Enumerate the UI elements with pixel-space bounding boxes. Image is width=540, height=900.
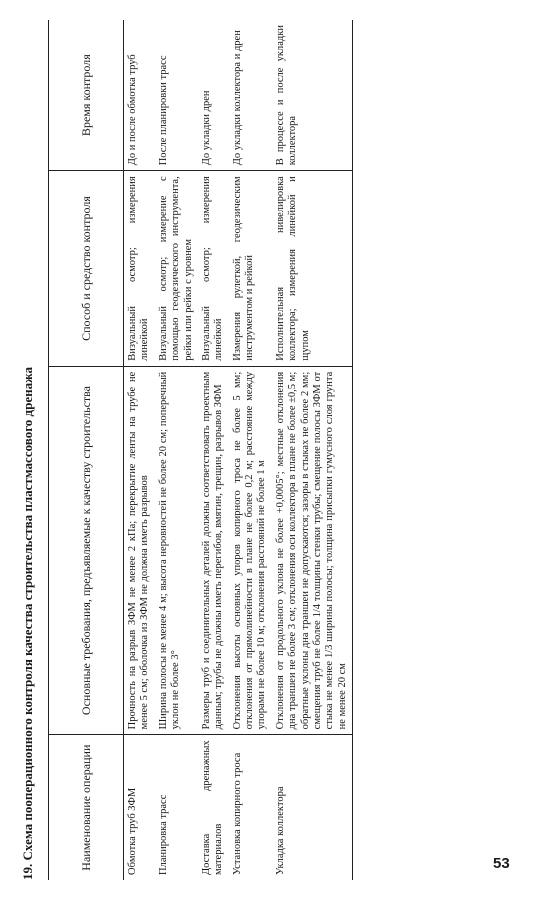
cell-method: Визуальный осмотр; измерение с помощью геодезического инструмента, рейки или рейки с уровнем [155,171,198,366]
cell-method: Визуальный осмотр; измерения линейкой [198,171,229,366]
header-time: Время контроля [49,20,124,171]
cell-operation: Доставка дренажных материалов [200,740,225,875]
cell-time: До и после обмотка труб [124,20,155,171]
cell-requirements: Размеры труб и соединительных деталей должны соответствовать проектным данным; трубы не должны иметь перегибов, вмятин, трещин, разрывов ЗФМ [198,366,229,735]
cell-method: Измерения рулеткой, геодезическим инструментом и рейкой [229,171,272,366]
table-row [155,20,198,880]
cell-requirements: Отклонения высоты основных упоров копирного троса не более 5 мм; отклонения от прямолинейности в плане не более 0,2 м; расстояние между упорами не более 10 м; отклонения расстояний не более 1 м [229,366,272,735]
page-number: 53 [493,855,510,872]
cell-time: До укладки коллектора и дрен [229,20,272,171]
cell-requirements: Отклонения от продольного уклона не более +0,0005°; местные отклонения дна траншеи не более 3 см; отклонения оси коллектора в плане не более ±0,5 м; обратные уклоны дна траншеи не допускаются; зазоры в стыках не более 2 мм; смещения труб не более 1/4 толщины стенки трубы; смещение полосы ЗФМ от стыка не менее 1/3 ширины полосы; толщина присыпки гумусного слоя грунта не менее 20 см [272,366,353,735]
cell-method: Визуальный осмотр; измерения линейкой [124,171,155,366]
quality-control-table [48,20,353,880]
cell-time: После планировки трасс [155,20,198,171]
table-row [272,20,353,880]
cell-method: Исполнительная нивелировка коллектора; измерения линейкой и щупом [272,171,353,366]
table-row [124,20,155,880]
table-caption: 19. Схема пооперационного контроля качества строительства пластмассового дренажа [20,366,35,880]
table-row [229,20,272,880]
header-operation: Наименование операции [49,735,124,880]
table-row [198,20,229,880]
cell-requirements: Прочность на разрыв ЗФМ не менее 2 кПа; перекрытие ленты на трубе не менее 5 см; оболочка из ЗФМ не должна иметь разрывов [124,366,155,735]
cell-time: В процессе и после укладки коллектора [272,20,353,171]
cell-requirements: Ширина полосы не менее 4 м; высота неровностей не более 20 см; поперечный уклон не более 3° [155,366,198,735]
cell-operation: Обмотка труб ЗФМ [127,787,138,875]
header-requirements: Основные требования, предъявляемые к качеству строительства [49,366,124,735]
table-header-row [49,20,124,880]
header-method: Способ и средство контроля [49,171,124,366]
cell-operation: Планировка трасс [157,794,169,875]
cell-operation: Укладка коллектора [272,735,353,880]
cell-time: До укладки дрен [198,20,229,171]
rotated-page-content [20,20,520,880]
cell-operation: Установка копирного троса [231,752,243,875]
